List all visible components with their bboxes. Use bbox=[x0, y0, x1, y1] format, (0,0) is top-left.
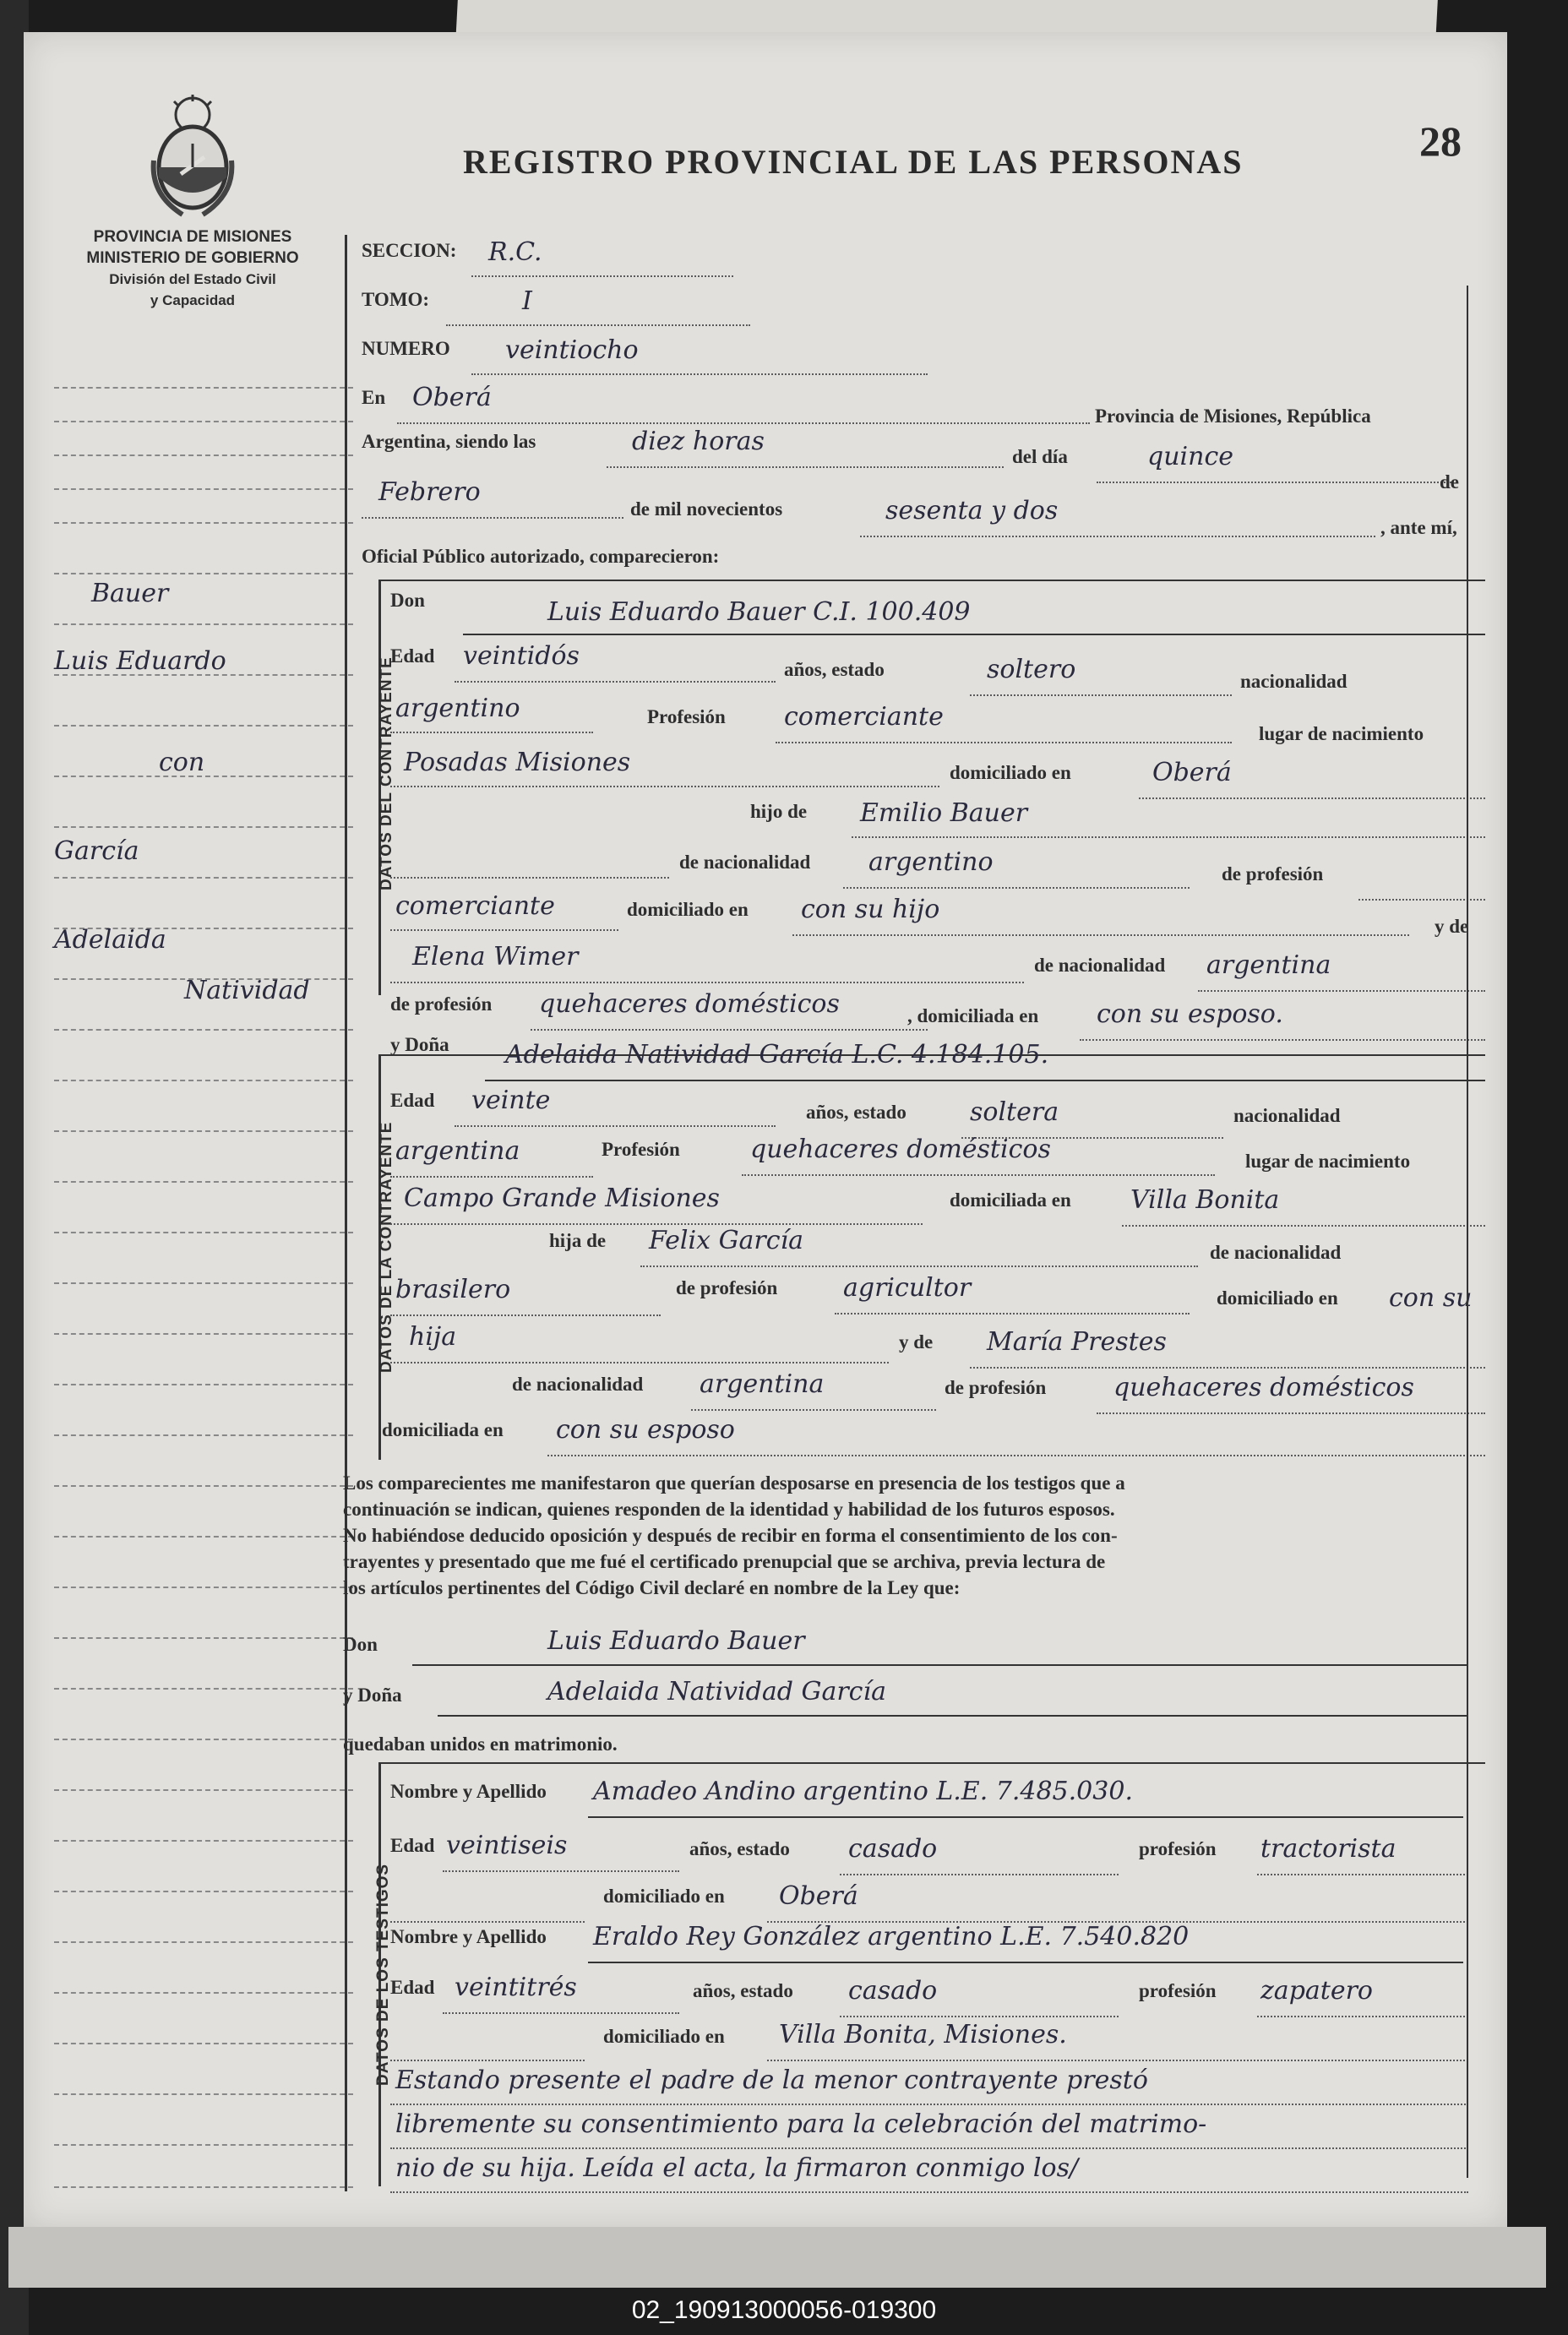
witness-note-line-1: Estando presente el padre de la menor contrayente prestó bbox=[395, 2066, 1148, 2095]
groom-nacionalidad-label: nacionalidad bbox=[1240, 671, 1348, 692]
bride-lugar: Campo Grande Misiones bbox=[404, 1184, 720, 1213]
w2-estado: casado bbox=[848, 1976, 938, 2006]
w2-edad-label: Edad bbox=[390, 1977, 435, 1998]
declaration-dona-label: y Doña bbox=[343, 1685, 402, 1706]
groom-father-nac: argentino bbox=[868, 847, 994, 877]
groom-father-nac-label: de nacionalidad bbox=[679, 852, 811, 873]
declaration-line-1: Los comparecientes me manifestaron que querían desposarse en presencia de los testigos que a bbox=[343, 1472, 1125, 1494]
w1-domicilio: Oberá bbox=[779, 1881, 858, 1911]
declaration-line-4: trayentes y presentado que me fué el certificado prenupcial que se archiva, previa lectura de bbox=[343, 1551, 1106, 1572]
ministry-name: MINISTERIO DE GOBIERNO bbox=[86, 249, 299, 267]
bride-mother: María Prestes bbox=[987, 1327, 1167, 1357]
w2-anos-estado: años, estado bbox=[693, 1980, 793, 2001]
w1-nombre: Amadeo Andino argentino L.E. 7.485.030. bbox=[593, 1777, 1133, 1806]
bride-father-nac: brasilero bbox=[395, 1275, 511, 1304]
margin-note-garcia: García bbox=[54, 836, 139, 866]
groom-domiciliado-label: domiciliado en bbox=[950, 762, 1071, 783]
w1-edad-label: Edad bbox=[390, 1835, 435, 1856]
groom-mother-dom-label: , domiciliada en bbox=[907, 1005, 1039, 1026]
margin-note-natividad: Natividad bbox=[184, 976, 310, 1005]
coat-of-arms-icon bbox=[149, 93, 237, 220]
groom-father-prof: comerciante bbox=[395, 891, 555, 921]
bride-father-prof-label: de profesión bbox=[676, 1277, 778, 1298]
ante-mi-text: , ante mí, bbox=[1380, 517, 1457, 538]
provincia-text: Provincia de Misiones, República bbox=[1095, 405, 1371, 427]
bride-nacionalidad-label: nacionalidad bbox=[1233, 1105, 1341, 1126]
declaration-don-label: Don bbox=[343, 1634, 378, 1655]
w2-domiciliado-label: domiciliado en bbox=[603, 2026, 725, 2047]
bride-section-label: DATOS DE LA CONTRAYENTE bbox=[378, 1121, 395, 1373]
w1-nombre-label: Nombre y Apellido bbox=[390, 1781, 547, 1802]
groom-father: Emilio Bauer bbox=[860, 798, 1028, 828]
groom-section-label: DATOS DEL CONTRAYENTE bbox=[378, 656, 395, 890]
seccion-value: R.C. bbox=[488, 237, 542, 267]
groom-mother-prof-label: de profesión bbox=[390, 993, 493, 1015]
bride-father: Felix García bbox=[649, 1226, 804, 1255]
w1-estado: casado bbox=[848, 1834, 938, 1864]
bride-lugar-label: lugar de nacimiento bbox=[1245, 1151, 1411, 1172]
bride-name: Adelaida Natividad García L.C. 4.184.105. bbox=[505, 1040, 1049, 1070]
margin-note-surname: Bauer bbox=[91, 579, 169, 608]
del-dia-label: del día bbox=[1012, 446, 1068, 467]
w2-domicilio: Villa Bonita, Misiones. bbox=[779, 2020, 1067, 2049]
declaration-line-5: los artículos pertinentes del Código Civil declaré en nombre de la Ley que: bbox=[343, 1577, 961, 1598]
declaration-line-2: continuación se indican, quienes responden de la identidad y habilidad de los futuros esposos. bbox=[343, 1499, 1115, 1520]
bride-profesion: quehaceres domésticos bbox=[750, 1135, 1051, 1164]
groom-edad-label: Edad bbox=[390, 645, 435, 667]
groom-father-dom-label: domiciliado en bbox=[627, 899, 749, 920]
groom-father-prof-label: de profesión bbox=[1222, 863, 1324, 884]
hour-value: diez horas bbox=[632, 427, 765, 456]
w2-profesion-label: profesión bbox=[1139, 1980, 1217, 2001]
bride-father-dom-label: domiciliado en bbox=[1217, 1287, 1338, 1309]
groom-domicilio: Oberá bbox=[1152, 758, 1232, 787]
groom-age: veintidós bbox=[463, 641, 580, 671]
underlying-sheet bbox=[8, 2227, 1546, 2288]
document-id: 02_190913000056-019300 bbox=[631, 2296, 937, 2324]
bride-father-prof: agricultor bbox=[843, 1273, 972, 1303]
city-value: Oberá bbox=[412, 383, 492, 412]
province-name: PROVINCIA DE MISIONES bbox=[93, 228, 292, 246]
groom-anos-estado: años, estado bbox=[784, 659, 885, 680]
bride-father-nac-label: de nacionalidad bbox=[1210, 1242, 1342, 1263]
declaration-groom-name: Luis Eduardo Bauer bbox=[547, 1626, 805, 1656]
declaration-line-3: No habiéndose deducido oposición y después de recibir en forma el consentimiento de los con- bbox=[343, 1525, 1118, 1546]
groom-father-dom: con su hijo bbox=[801, 895, 940, 924]
bride-mother-nac: argentina bbox=[700, 1369, 825, 1399]
groom-hijo-label: hijo de bbox=[750, 801, 808, 822]
groom-mother-nac: argentina bbox=[1206, 950, 1331, 980]
groom-profesion-label: Profesión bbox=[647, 706, 726, 727]
oficial-text: Oficial Público autorizado, comparecieron: bbox=[362, 546, 720, 567]
bride-domiciliada-label: domiciliada en bbox=[950, 1189, 1071, 1211]
bride-mother-dom-label: domiciliada en bbox=[382, 1419, 504, 1440]
month-value: Febrero bbox=[378, 477, 481, 507]
bride-mother-prof-label: de profesión bbox=[945, 1377, 1047, 1398]
bride-profesion-label: Profesión bbox=[602, 1139, 680, 1160]
w2-profesion: zapatero bbox=[1260, 1976, 1373, 2006]
page-number: 28 bbox=[1419, 117, 1462, 165]
witnesses-section-label: DATOS DE LOS TESTIGOS bbox=[374, 1863, 392, 2086]
w1-profesion: tractorista bbox=[1260, 1834, 1396, 1864]
numero-value: veintiocho bbox=[505, 335, 639, 365]
register-page bbox=[24, 32, 1507, 2229]
w1-profesion-label: profesión bbox=[1139, 1838, 1217, 1859]
right-vertical-rule bbox=[1467, 286, 1468, 2178]
mil-novecientos-text: de mil novecientos bbox=[630, 498, 783, 520]
tomo-value: I bbox=[522, 286, 532, 316]
bride-hija-label: hija de bbox=[549, 1230, 607, 1251]
bride-dona-label: y Doña bbox=[390, 1034, 449, 1055]
groom-nacionalidad: argentino bbox=[395, 694, 520, 723]
bride-father-dom-2: hija bbox=[409, 1322, 457, 1352]
bride-domicilio: Villa Bonita bbox=[1130, 1185, 1280, 1215]
groom-mother: Elena Wimer bbox=[412, 942, 579, 972]
year-value: sesenta y dos bbox=[885, 496, 1059, 525]
w1-anos-estado: años, estado bbox=[689, 1838, 790, 1859]
groom-mother-prof: quehaceres domésticos bbox=[539, 989, 840, 1019]
witness-note-line-3: nio de su hija. Leída el acta, la firmaron conmigo los/ bbox=[395, 2153, 1079, 2183]
groom-y-de-label: y de bbox=[1435, 916, 1469, 937]
bride-mother-nac-label: de nacionalidad bbox=[512, 1374, 644, 1395]
argentina-text: Argentina, siendo las bbox=[362, 431, 536, 452]
bride-mother-prof: quehaceres domésticos bbox=[1113, 1373, 1414, 1402]
tomo-label: TOMO: bbox=[362, 289, 430, 310]
margin-note-adelaida: Adelaida bbox=[54, 925, 166, 955]
bride-age: veinte bbox=[471, 1086, 551, 1115]
groom-name: Luis Eduardo Bauer C.I. 100.409 bbox=[547, 597, 971, 627]
division-line-1: División del Estado Civil bbox=[109, 271, 276, 287]
w2-age: veintitrés bbox=[455, 1973, 577, 2002]
bride-father-dom-1: con su bbox=[1389, 1283, 1473, 1313]
groom-mother-dom: con su esposo. bbox=[1097, 999, 1283, 1029]
page-title: REGISTRO PROVINCIAL DE LAS PERSONAS bbox=[463, 143, 1244, 181]
seccion-label: SECCION: bbox=[362, 240, 457, 261]
margin-note-groom-name: Luis Eduardo bbox=[54, 646, 226, 676]
declaration-paragraph bbox=[343, 1470, 1475, 1601]
witness-note-line-2: libremente su consentimiento para la celebración del matrimo- bbox=[395, 2109, 1207, 2139]
issuer-block bbox=[66, 226, 319, 311]
bride-nacionalidad: argentina bbox=[395, 1136, 520, 1166]
bride-edad-label: Edad bbox=[390, 1090, 435, 1111]
de-text: de bbox=[1440, 471, 1459, 493]
groom-lugar: Posadas Misiones bbox=[404, 748, 631, 777]
bride-anos-estado: años, estado bbox=[806, 1102, 906, 1123]
groom-mother-nac-label: de nacionalidad bbox=[1034, 955, 1166, 976]
groom-estado: soltero bbox=[987, 655, 1076, 684]
division-line-2: y Capacidad bbox=[150, 292, 236, 308]
groom-lugar-label: lugar de nacimiento bbox=[1259, 723, 1424, 744]
w1-age: veintiseis bbox=[446, 1831, 568, 1860]
w2-nombre: Eraldo Rey González argentino L.E. 7.540.820 bbox=[593, 1922, 1190, 1951]
w2-nombre-label: Nombre y Apellido bbox=[390, 1926, 547, 1947]
bride-y-de-label: y de bbox=[899, 1331, 934, 1353]
day-value: quince bbox=[1147, 442, 1233, 471]
margin-note-con: con bbox=[159, 748, 205, 777]
groom-don-label: Don bbox=[390, 590, 425, 611]
main-vertical-rule bbox=[345, 235, 347, 2191]
numero-label: NUMERO bbox=[362, 338, 450, 359]
w1-domiciliado-label: domiciliado en bbox=[603, 1886, 725, 1907]
declaration-bride-name: Adelaida Natividad García bbox=[547, 1677, 886, 1706]
bride-mother-dom: con su esposo bbox=[556, 1415, 735, 1445]
en-label: En bbox=[362, 387, 386, 408]
bride-estado: soltera bbox=[970, 1097, 1059, 1127]
declaration-closing: quedaban unidos en matrimonio. bbox=[343, 1734, 618, 1755]
groom-profesion: comerciante bbox=[784, 702, 944, 732]
